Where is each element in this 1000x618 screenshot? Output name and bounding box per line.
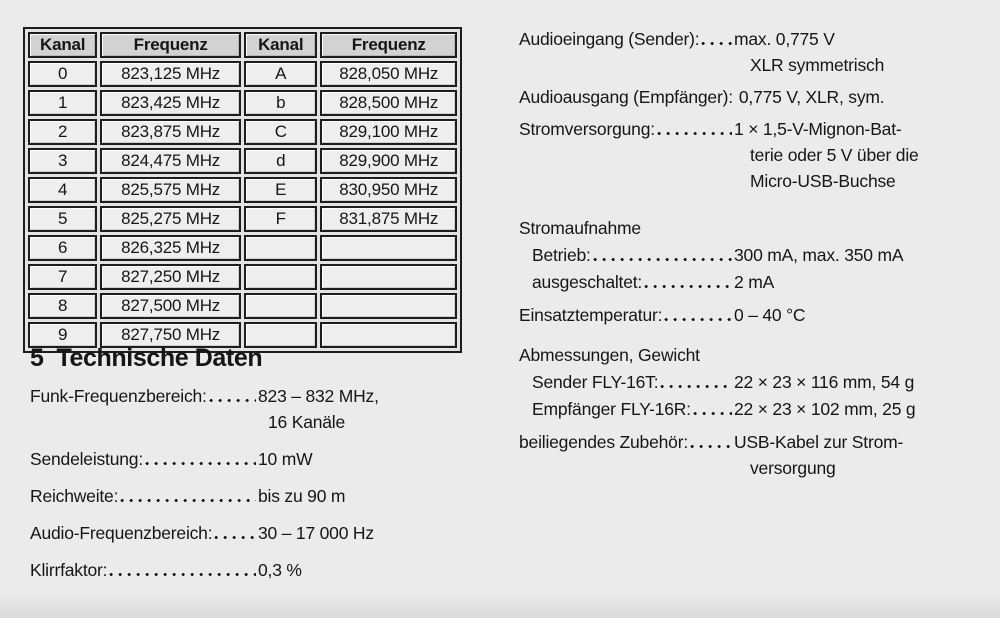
spec-value: bis zu 90 m xyxy=(258,485,346,506)
spec-entry xyxy=(30,446,490,472)
spec-label: beiliegendes Zubehör: xyxy=(519,432,688,452)
table-cell: 827,250 MHz xyxy=(100,264,241,290)
spec-value-continuation: 16 Kanäle xyxy=(268,411,346,432)
leader-dots xyxy=(692,396,732,422)
spec-value: max. 0,775 V xyxy=(734,29,835,49)
table-cell: 828,050 MHz xyxy=(320,61,457,87)
table-row xyxy=(28,206,457,232)
table-cell: 3 xyxy=(28,148,97,174)
table-cell: 829,900 MHz xyxy=(320,148,457,174)
table-row xyxy=(28,235,457,261)
table-header-cell: Frequenz xyxy=(100,32,241,58)
table-cell: 9 xyxy=(28,322,97,348)
specs-left xyxy=(30,383,490,583)
table-cell: 824,475 MHz xyxy=(100,148,241,174)
table-header-cell: Kanal xyxy=(28,32,97,58)
table-row xyxy=(28,148,457,174)
spec-label: Sender FLY-16T: xyxy=(532,372,659,392)
spec-head xyxy=(30,446,258,472)
table-cell: A xyxy=(244,61,318,87)
spec-continuation-line xyxy=(519,168,985,194)
leader-dots xyxy=(700,26,732,52)
leader-dots xyxy=(659,369,732,395)
table-header-cell: Frequenz xyxy=(320,32,457,58)
frequency-table-body xyxy=(28,61,457,348)
spec-group-heading: Stromaufnahme xyxy=(519,218,641,238)
spec-entry xyxy=(30,483,490,509)
spec-group-heading: Abmessungen, Gewicht xyxy=(519,345,700,365)
spec-line xyxy=(519,116,985,142)
table-cell: 828,500 MHz xyxy=(320,90,457,116)
section-heading xyxy=(30,344,490,373)
spec-label: Funk-Frequenzbereich: xyxy=(30,385,207,406)
spec-value: 0,775 V, XLR, sym. xyxy=(738,87,885,107)
leader-dots xyxy=(656,116,732,142)
spec-value: 823 – 832 MHz, xyxy=(258,385,379,406)
table-cell: b xyxy=(244,90,318,116)
spec-line xyxy=(519,369,985,395)
spec-entry xyxy=(519,269,985,295)
spec-line xyxy=(30,520,490,546)
table-cell: 5 xyxy=(28,206,97,232)
spec-value-continuation: versorgung xyxy=(750,458,836,478)
table-cell xyxy=(320,293,457,319)
spec-value: 10 mW xyxy=(258,448,313,469)
table-cell: C xyxy=(244,119,318,145)
spec-entry xyxy=(30,520,490,546)
spec-entry xyxy=(519,369,985,395)
leader-dots xyxy=(119,483,256,509)
spec-entry xyxy=(519,302,985,328)
spec-label: Stromversorgung: xyxy=(519,119,655,139)
leader-dots xyxy=(213,520,256,546)
channel-frequency-table xyxy=(23,27,462,353)
spec-value: 30 – 17 000 Hz xyxy=(258,522,374,543)
specs-right xyxy=(519,26,985,481)
spec-line xyxy=(519,302,985,328)
table-cell: 7 xyxy=(28,264,97,290)
table-cell: F xyxy=(244,206,318,232)
spec-head xyxy=(30,383,258,409)
spec-value: 22 × 23 × 116 mm, 54 g xyxy=(734,372,915,392)
frequency-table-head xyxy=(28,32,457,58)
table-cell xyxy=(244,235,318,261)
spec-label: Empfänger FLY-16R: xyxy=(532,399,691,419)
spec-value: 0 – 40 °C xyxy=(734,305,806,325)
leader-dots xyxy=(663,302,732,328)
table-cell: 825,575 MHz xyxy=(100,177,241,203)
spec-line xyxy=(519,242,985,268)
spec-entry xyxy=(519,242,985,268)
spec-entry xyxy=(519,116,985,194)
spec-entry xyxy=(519,26,985,78)
spec-value-continuation: Micro-USB-Buchse xyxy=(750,171,896,191)
spec-entry xyxy=(519,84,985,110)
spec-label: Einsatztemperatur: xyxy=(519,305,663,325)
spec-head xyxy=(519,369,734,395)
table-cell: 825,275 MHz xyxy=(100,206,241,232)
table-cell: 831,875 MHz xyxy=(320,206,457,232)
table-cell: 827,750 MHz xyxy=(100,322,241,348)
table-cell: 8 xyxy=(28,293,97,319)
spec-label: ausgeschaltet: xyxy=(532,272,643,292)
spec-head xyxy=(519,396,734,422)
section-title: Technische Daten xyxy=(56,344,263,372)
spec-value: 2 mA xyxy=(734,272,775,292)
spec-value: 1 × 1,5-V-Mignon-Bat- xyxy=(734,119,902,139)
spec-head xyxy=(519,116,734,142)
table-cell: 823,875 MHz xyxy=(100,119,241,145)
spec-continuation-line xyxy=(519,142,985,168)
spec-value: 300 mA, max. 350 mA xyxy=(734,245,904,265)
spec-value: 0,3 % xyxy=(258,559,302,580)
leader-dots xyxy=(144,446,256,472)
leader-dots xyxy=(643,269,732,295)
spec-line xyxy=(30,383,490,409)
right-column xyxy=(519,26,985,487)
table-cell xyxy=(244,264,318,290)
leader-dots xyxy=(108,557,256,583)
spec-label: Audio-Frequenzbereich: xyxy=(30,522,213,543)
table-cell: 830,950 MHz xyxy=(320,177,457,203)
table-cell: 827,500 MHz xyxy=(100,293,241,319)
spec-value: USB-Kabel zur Strom- xyxy=(734,432,904,452)
table-row xyxy=(28,177,457,203)
table-row xyxy=(28,293,457,319)
spec-head xyxy=(519,84,733,110)
spec-line xyxy=(30,483,490,509)
table-row xyxy=(28,90,457,116)
spec-label: Reichweite: xyxy=(30,485,119,506)
table-cell: 829,100 MHz xyxy=(320,119,457,145)
leader-dots xyxy=(592,242,732,268)
table-cell: 2 xyxy=(28,119,97,145)
spec-head xyxy=(519,242,734,268)
spec-value: 22 × 23 × 102 mm, 25 g xyxy=(734,399,916,419)
leader-dots xyxy=(689,429,732,455)
spec-head xyxy=(519,26,734,52)
leader-dots xyxy=(208,383,256,409)
spec-value-continuation: terie oder 5 V über die xyxy=(750,145,919,165)
spec-line xyxy=(519,429,985,455)
table-header-cell: Kanal xyxy=(244,32,318,58)
spec-line xyxy=(519,269,985,295)
spec-head xyxy=(519,302,734,328)
table-row xyxy=(28,119,457,145)
spec-entry xyxy=(519,396,985,422)
table-cell: 826,325 MHz xyxy=(100,235,241,261)
spec-label: Audioeingang (Sender): xyxy=(519,29,700,49)
spec-continuation-line xyxy=(519,455,985,481)
table-cell: d xyxy=(244,148,318,174)
spec-line xyxy=(519,396,985,422)
spec-head xyxy=(30,520,258,546)
spec-label: Sendeleistung: xyxy=(30,448,143,469)
spec-line xyxy=(519,84,985,110)
table-row xyxy=(28,264,457,290)
table-cell xyxy=(320,264,457,290)
table-cell xyxy=(320,235,457,261)
spec-value-continuation: XLR symmetrisch xyxy=(750,55,885,75)
table-cell: 0 xyxy=(28,61,97,87)
spec-head xyxy=(519,429,734,455)
table-header-row xyxy=(28,32,457,58)
left-column xyxy=(30,344,490,594)
spec-line xyxy=(30,446,490,472)
table-cell: E xyxy=(244,177,318,203)
section-number: 5 xyxy=(30,344,44,372)
table-row xyxy=(28,61,457,87)
spec-entry xyxy=(519,429,985,481)
spec-line xyxy=(30,557,490,583)
table-cell xyxy=(244,293,318,319)
table-cell: 823,425 MHz xyxy=(100,90,241,116)
spec-head xyxy=(30,483,258,509)
frequency-table xyxy=(25,29,460,351)
spec-line xyxy=(519,26,985,52)
spec-entry xyxy=(30,383,490,435)
spec-continuation-line xyxy=(519,52,985,78)
table-cell: 6 xyxy=(28,235,97,261)
spec-entry xyxy=(30,557,490,583)
spec-head xyxy=(519,269,734,295)
table-cell: 823,125 MHz xyxy=(100,61,241,87)
spec-label: Klirrfaktor: xyxy=(30,559,108,580)
spec-label: Audioausgang (Empfänger): xyxy=(519,87,733,107)
spec-head xyxy=(30,557,258,583)
spec-label: Betrieb: xyxy=(532,245,591,265)
spec-continuation-line xyxy=(30,409,490,435)
table-cell: 1 xyxy=(28,90,97,116)
table-cell: 4 xyxy=(28,177,97,203)
